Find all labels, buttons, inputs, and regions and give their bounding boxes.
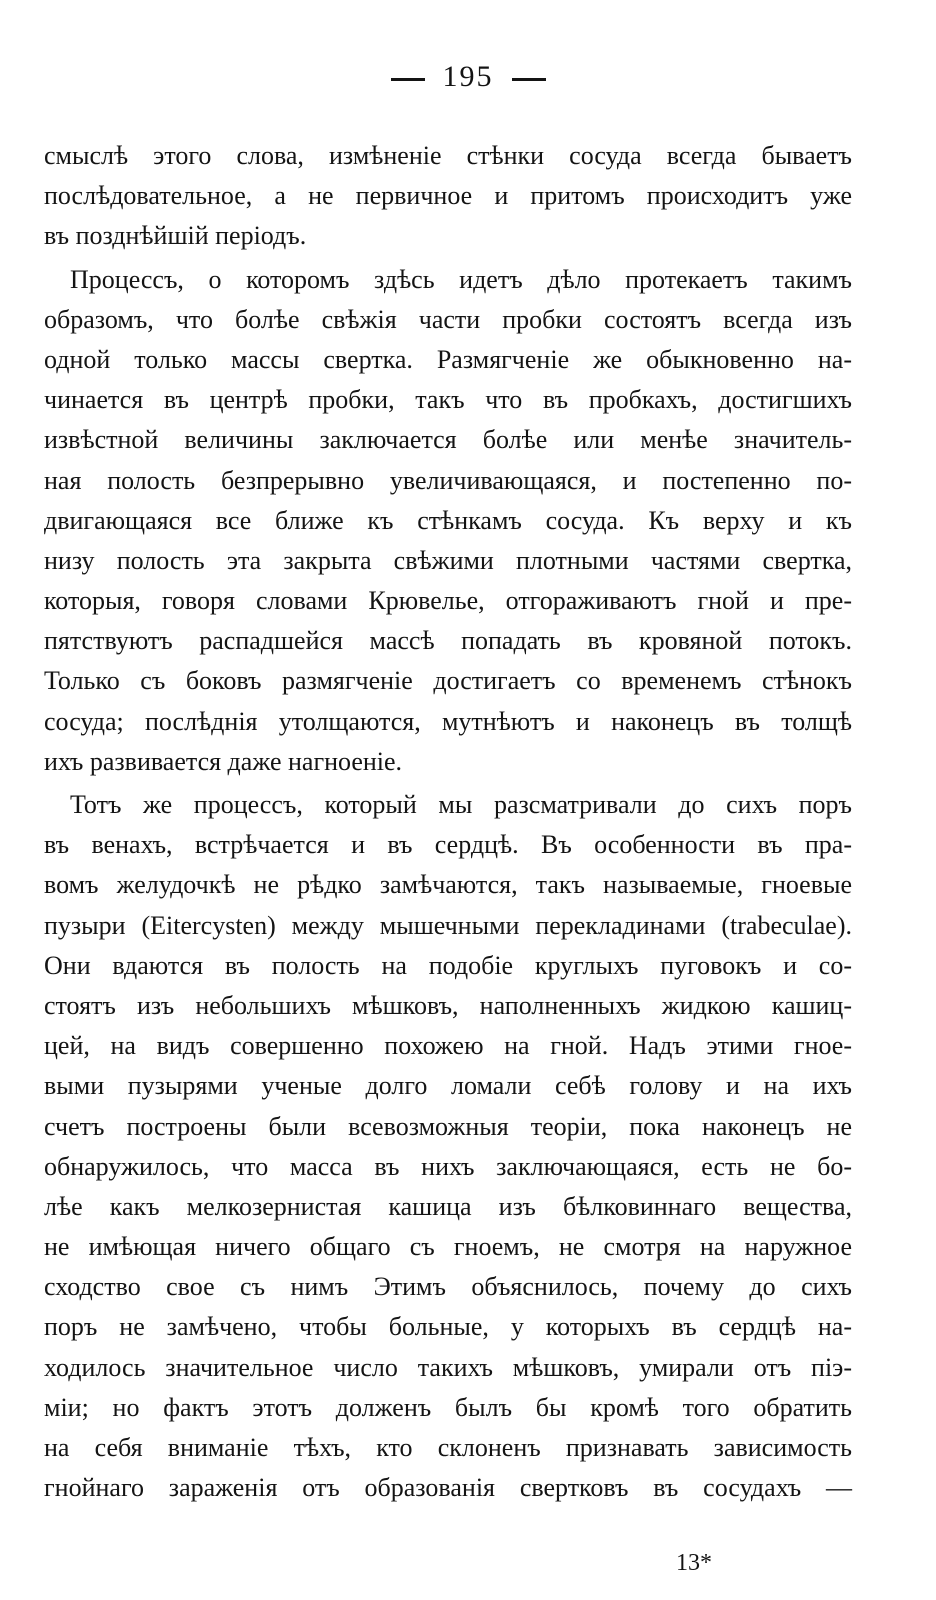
- text-line: вомъ желудочкѣ не рѣдко замѣчаются, такъ называемые, гноевые: [44, 870, 852, 900]
- text-line: міи; но фактъ этотъ долженъ былъ бы кромѣ того обратить: [44, 1392, 852, 1422]
- text-line: Процессъ, о которомъ здѣсь идетъ дѣло протекаетъ такимъ: [70, 264, 852, 294]
- text-line: двигающаяся все ближе къ стѣнкамъ сосуда. Къ верху и къ: [44, 505, 852, 535]
- text-line: поръ не замѣчено, чтобы больные, у которыхъ въ сердцѣ на-: [44, 1312, 852, 1342]
- text-line: ная полость безпрерывно увеличивающаяся, и постепенно по-: [44, 465, 852, 495]
- text-line: низу полость эта закрыта свѣжими плотными частями свертка,: [44, 545, 852, 575]
- text-line: выми пузырями ученые долго ломали себѣ голову и на ихъ: [44, 1071, 852, 1101]
- text-line: Они вдаются въ полость на подобіе круглыхъ пуговокъ и со-: [44, 950, 852, 980]
- text-line: чинается въ центрѣ пробки, такъ что въ пробкахъ, достигшихъ: [44, 385, 852, 415]
- text-line: сосуда; послѣднія утолщаются, мутнѣютъ и наконецъ въ толщѣ: [44, 706, 852, 736]
- paragraph: [44, 136, 852, 257]
- text-line: счетъ построены были всевозможныя теоріи, пока наконецъ не: [44, 1111, 852, 1141]
- text-line: обнаружилось, что масса въ нихъ заключающаяся, есть не бо-: [44, 1151, 852, 1181]
- text-line: извѣстной величины заключается болѣе или менѣе значитель-: [44, 425, 852, 455]
- text-line: смыслѣ этого слова, измѣненіе стѣнки сосуда всегда бываетъ: [44, 141, 852, 170]
- page-number: 195: [442, 60, 494, 93]
- text-line: стоятъ изъ небольшихъ мѣшковъ, наполненныхъ жидкою кашиц-: [44, 990, 852, 1020]
- paragraph: [44, 785, 852, 1508]
- text-line: въ позднѣйшій періодъ.: [44, 221, 307, 251]
- text-line: сходство свое съ нимъ Этимъ объяснилось, почему до сихъ: [44, 1272, 852, 1302]
- text-line: одной только массы свертка. Размягченіе же обыкновенно на-: [44, 344, 852, 374]
- text-line: ихъ развивается даже нагноеніе.: [44, 746, 403, 776]
- page-header: [0, 60, 936, 94]
- text-line: пузыри (Eitercysten) между мышечными перекладинами (trabeculae).: [44, 910, 852, 940]
- paragraph: [44, 260, 852, 782]
- text-line: на себя вниманіе тѣхъ, кто склоненъ признавать зависимость: [44, 1433, 852, 1462]
- text-line: не имѣющая ничего общаго съ гноемъ, не смотря на наружное: [44, 1232, 852, 1262]
- text-line: Тотъ же процессъ, который мы разсматривали до сихъ поръ: [70, 790, 852, 819]
- text-line: образомъ, что болѣе свѣжія части пробки состоятъ всегда изъ: [44, 304, 852, 334]
- signature-mark: 13*: [676, 1550, 712, 1576]
- text-line: лѣе какъ мелкозернистая кашица изъ бѣлковиннаго вещества,: [44, 1191, 852, 1221]
- text-line: въ венахъ, встрѣчается и въ сердцѣ. Въ особенности въ пра-: [44, 830, 852, 860]
- text-line: цей, на видъ совершенно похожею на гной. Надъ этими гное-: [44, 1031, 852, 1061]
- text-line: пятствуютъ распадшейся массѣ попадать въ кровяной потокъ.: [44, 626, 852, 656]
- text-line: ходилось значительное число такихъ мѣшковъ, умирали отъ піэ-: [44, 1352, 852, 1382]
- text-line: которыя, говоря словами Крювелье, отгораживаютъ гной и пре-: [44, 586, 852, 616]
- text-line: послѣдовательное, а не первичное и притомъ происходитъ уже: [44, 181, 852, 211]
- body-text: [44, 136, 852, 1509]
- header-dash-right: [512, 78, 546, 81]
- header-dash-left: [391, 78, 425, 81]
- text-line: Только съ боковъ размягченіе достигаетъ со временемъ стѣнокъ: [44, 666, 852, 696]
- text-line: гнойнаго зараженія отъ образованія свертковъ въ сосудахъ —: [44, 1473, 852, 1503]
